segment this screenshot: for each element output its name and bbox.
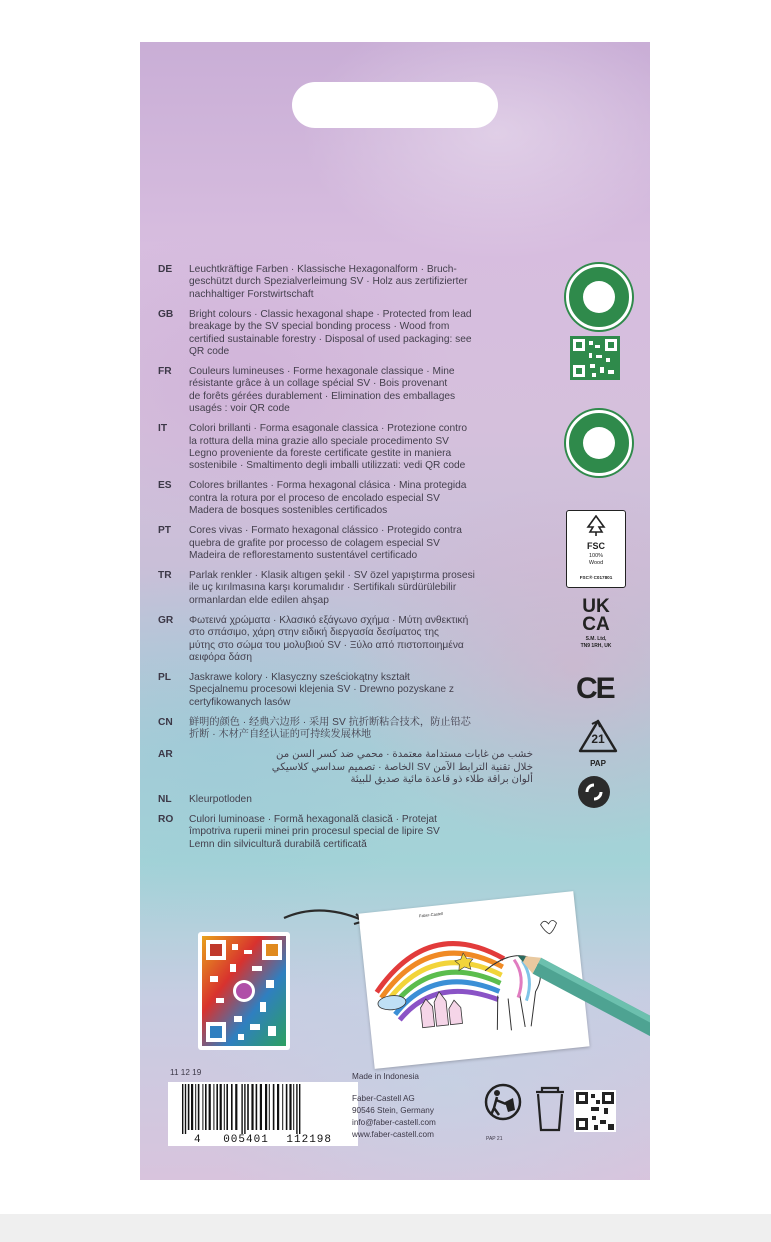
lang-text: [189, 570, 547, 607]
lang-line: خلال تقنية الترابط الآمن SV الخاصة · تصميم سداسي كلاسيكي: [271, 761, 533, 773]
pencil-icon: [512, 942, 650, 1042]
lang-code: RO: [158, 814, 174, 825]
lang-text: [189, 309, 547, 359]
lang-line: nachhaltiger Forstwirtschaft: [189, 288, 314, 300]
fsc-title: FSC: [587, 541, 605, 551]
tree-icon: [584, 515, 608, 537]
address-line-3: info@faber-castell.com: [352, 1118, 436, 1127]
lang-line: Colori brillanti · Forma esagonale classica · Protezione contro: [189, 423, 468, 435]
lang-text: [189, 480, 547, 517]
ukca-line2: CA: [582, 614, 610, 635]
fsc-code: FSC® C017801: [579, 575, 613, 580]
lang-line: αειφόρα δάση: [189, 652, 252, 664]
recycling-code: [576, 718, 620, 768]
lang-line: Kleurpotloden: [189, 794, 252, 805]
lang-line: Lemn din silvicultură durabilă certificată: [189, 838, 367, 850]
tidy-man-icon: [480, 1082, 526, 1136]
lang-line: ألوان براقة طلاء ذو قاعدة مائية صديق للبيئة: [350, 774, 533, 785]
lang-line: sostenibile · Smaltimento degli imballi utilizzati: vedi QR code: [189, 460, 466, 472]
lang-line: Legno proveniente da foreste certificate gestite in maniera: [189, 448, 452, 459]
lang-line: Couleurs lumineuses · Forme hexagonale classique · Mine: [189, 366, 455, 377]
lang-line: ile uç kırılmasına karşı korumalıdır · Sertifikalı sürdürülebilir: [189, 582, 457, 594]
lang-line: QR code: [189, 346, 230, 358]
barcode-first-digit: 4: [193, 1134, 202, 1146]
address-line-2: 90546 Stein, Germany: [352, 1106, 434, 1115]
fsc-label: [566, 510, 626, 588]
barcode: [168, 1082, 358, 1146]
ukca-mark: [568, 598, 624, 649]
barcode-number: [168, 1134, 358, 1146]
lang-code: CN: [158, 716, 173, 728]
qr-code-large: [198, 932, 290, 1050]
fsc-percent: 100%: [588, 553, 604, 559]
address-line-4: www.faber-castell.com: [352, 1130, 434, 1139]
lang-code: PL: [158, 672, 172, 683]
qr-code-small-icon: [574, 1090, 616, 1132]
lang-code: ES: [158, 480, 172, 492]
lang-line: de forêts gérées durablement · Elimination des emballages: [189, 390, 456, 402]
lang-line: 鲜明的颜色 · 经典六边形 · 采用 SV 抗折断粘合技术，防止铅芯: [189, 716, 471, 728]
lang-line: Parlak renkler · Klasik altıgen şekil · SV özel yapıştırma prosesi: [189, 570, 475, 581]
lang-code: DE: [158, 264, 173, 275]
lang-line: quebra de grafite por processo de colagem especial SV: [189, 537, 440, 549]
article-number: 11 12 19: [170, 1068, 202, 1077]
lang-line: ormanlardan elde edilen ahşap: [189, 594, 329, 606]
lang-line: Madera de bosques sostenibles certificados: [189, 505, 388, 517]
ukca-address-1: S.M. Ltd,: [585, 636, 607, 642]
lang-line: geschützt durch Spezialverleimung SV · Holz aus zertifizierter: [189, 276, 468, 288]
lang-text: [189, 423, 547, 473]
barcode-group-1: 005401: [223, 1134, 269, 1146]
lang-text: [189, 794, 547, 806]
fsc-wood: Wood: [588, 560, 604, 566]
lang-line: Colores brillantes · Forma hexagonal clásica · Mina protegida: [189, 480, 467, 492]
packaging-back: [140, 42, 650, 1180]
lang-code: AR: [158, 749, 173, 761]
lang-code: TR: [158, 570, 172, 581]
lang-line: usagés : voir QR code: [189, 403, 290, 415]
lang-line: breakage by the SV special bonding process · Wood from: [189, 321, 450, 333]
green-dot-icon: [578, 776, 610, 808]
lang-line: Specjalnemu procesowi klejenia SV · Drewno pozyskane z: [189, 684, 455, 696]
lang-line: Jaskrawe kolory · Klasyczny sześciokątny kształt: [189, 672, 410, 683]
address-line-1: Faber-Castell AG: [352, 1094, 415, 1103]
lang-line: résistante grâce à un collage spécial SV · Bois provenant: [189, 378, 448, 390]
lang-line: Culori luminoase · Formă hexagonală clasică · Protejat: [189, 814, 438, 825]
lang-line: 折断 · 木材产自经认证的可持续发展林地: [189, 729, 372, 741]
recycling-seal-icon: [566, 410, 632, 476]
lang-line: certyfikowanych lasów: [189, 696, 291, 708]
tidy-code: PAP 21: [486, 1136, 503, 1142]
lang-line: împotriva ruperii minei prin procesul special de lipire SV: [189, 826, 440, 838]
waste-bin-icon: [528, 1082, 572, 1136]
lang-line: خشب من غابات مستدامة معتمدة · محمي ضد كسر السن من: [276, 749, 533, 761]
lang-code: PT: [158, 525, 172, 537]
recycle-label: PAP: [590, 759, 606, 768]
ukca-line1: UK: [582, 596, 610, 617]
ukca-address-2: TN9 1RH, UK: [580, 643, 612, 649]
lang-line: Φωτεινά χρώματα · Κλασικό εξάγωνο σχήμα · Μύτη ανθεκτική: [189, 614, 469, 626]
page-bottom-strip: [0, 1214, 771, 1242]
made-in: Made in Indonesia: [352, 1072, 419, 1081]
lang-line: στο σπάσιμο, χάρη στην ειδική διεργασία δεσίματος της: [189, 627, 439, 639]
lang-text: [203, 749, 533, 786]
qr-code-icon: [570, 336, 620, 380]
barcode-group-2: 112198: [286, 1134, 333, 1146]
lang-text: [189, 366, 547, 416]
lang-code: IT: [158, 423, 168, 435]
ce-mark: CE: [576, 672, 614, 705]
lang-code: GR: [158, 614, 174, 626]
lang-line: Leuchtkräftige Farben · Klassische Hexagonalform · Bruch-: [189, 264, 457, 275]
lang-text: [189, 717, 547, 742]
lang-text: [189, 672, 547, 709]
lang-text: [189, 615, 547, 665]
lang-line: certified sustainable forestry · Disposal of used packaging: see: [189, 333, 472, 345]
lang-line: μύτης στο σώμα του μολυβιού SV · Ξύλο από πιστοποιημένα: [189, 639, 464, 651]
lang-line: Bright colours · Classic hexagonal shape · Protected from lead: [189, 308, 472, 320]
lang-code: GB: [158, 308, 174, 320]
lang-line: Madeira de reflorestamento sustentável certificado: [189, 550, 418, 561]
eco-seal-icon: [566, 264, 632, 330]
arrow-icon: [280, 904, 370, 928]
hang-hole: [292, 82, 498, 128]
recycle-number: 21: [591, 732, 605, 746]
brand-small: Faber-Castell: [418, 910, 444, 919]
lang-code: FR: [158, 366, 172, 377]
lang-text: [189, 814, 547, 851]
lang-text: [189, 264, 547, 301]
lang-text: [189, 525, 547, 562]
lang-line: Cores vivas · Formato hexagonal clássico · Protegido contra: [189, 525, 462, 537]
lang-code: NL: [158, 794, 172, 805]
lang-line: la rottura della mina grazie allo speciale procedimento SV: [189, 435, 449, 447]
lang-line: contra la rotura por el proceso de encolado especial SV: [189, 492, 440, 504]
